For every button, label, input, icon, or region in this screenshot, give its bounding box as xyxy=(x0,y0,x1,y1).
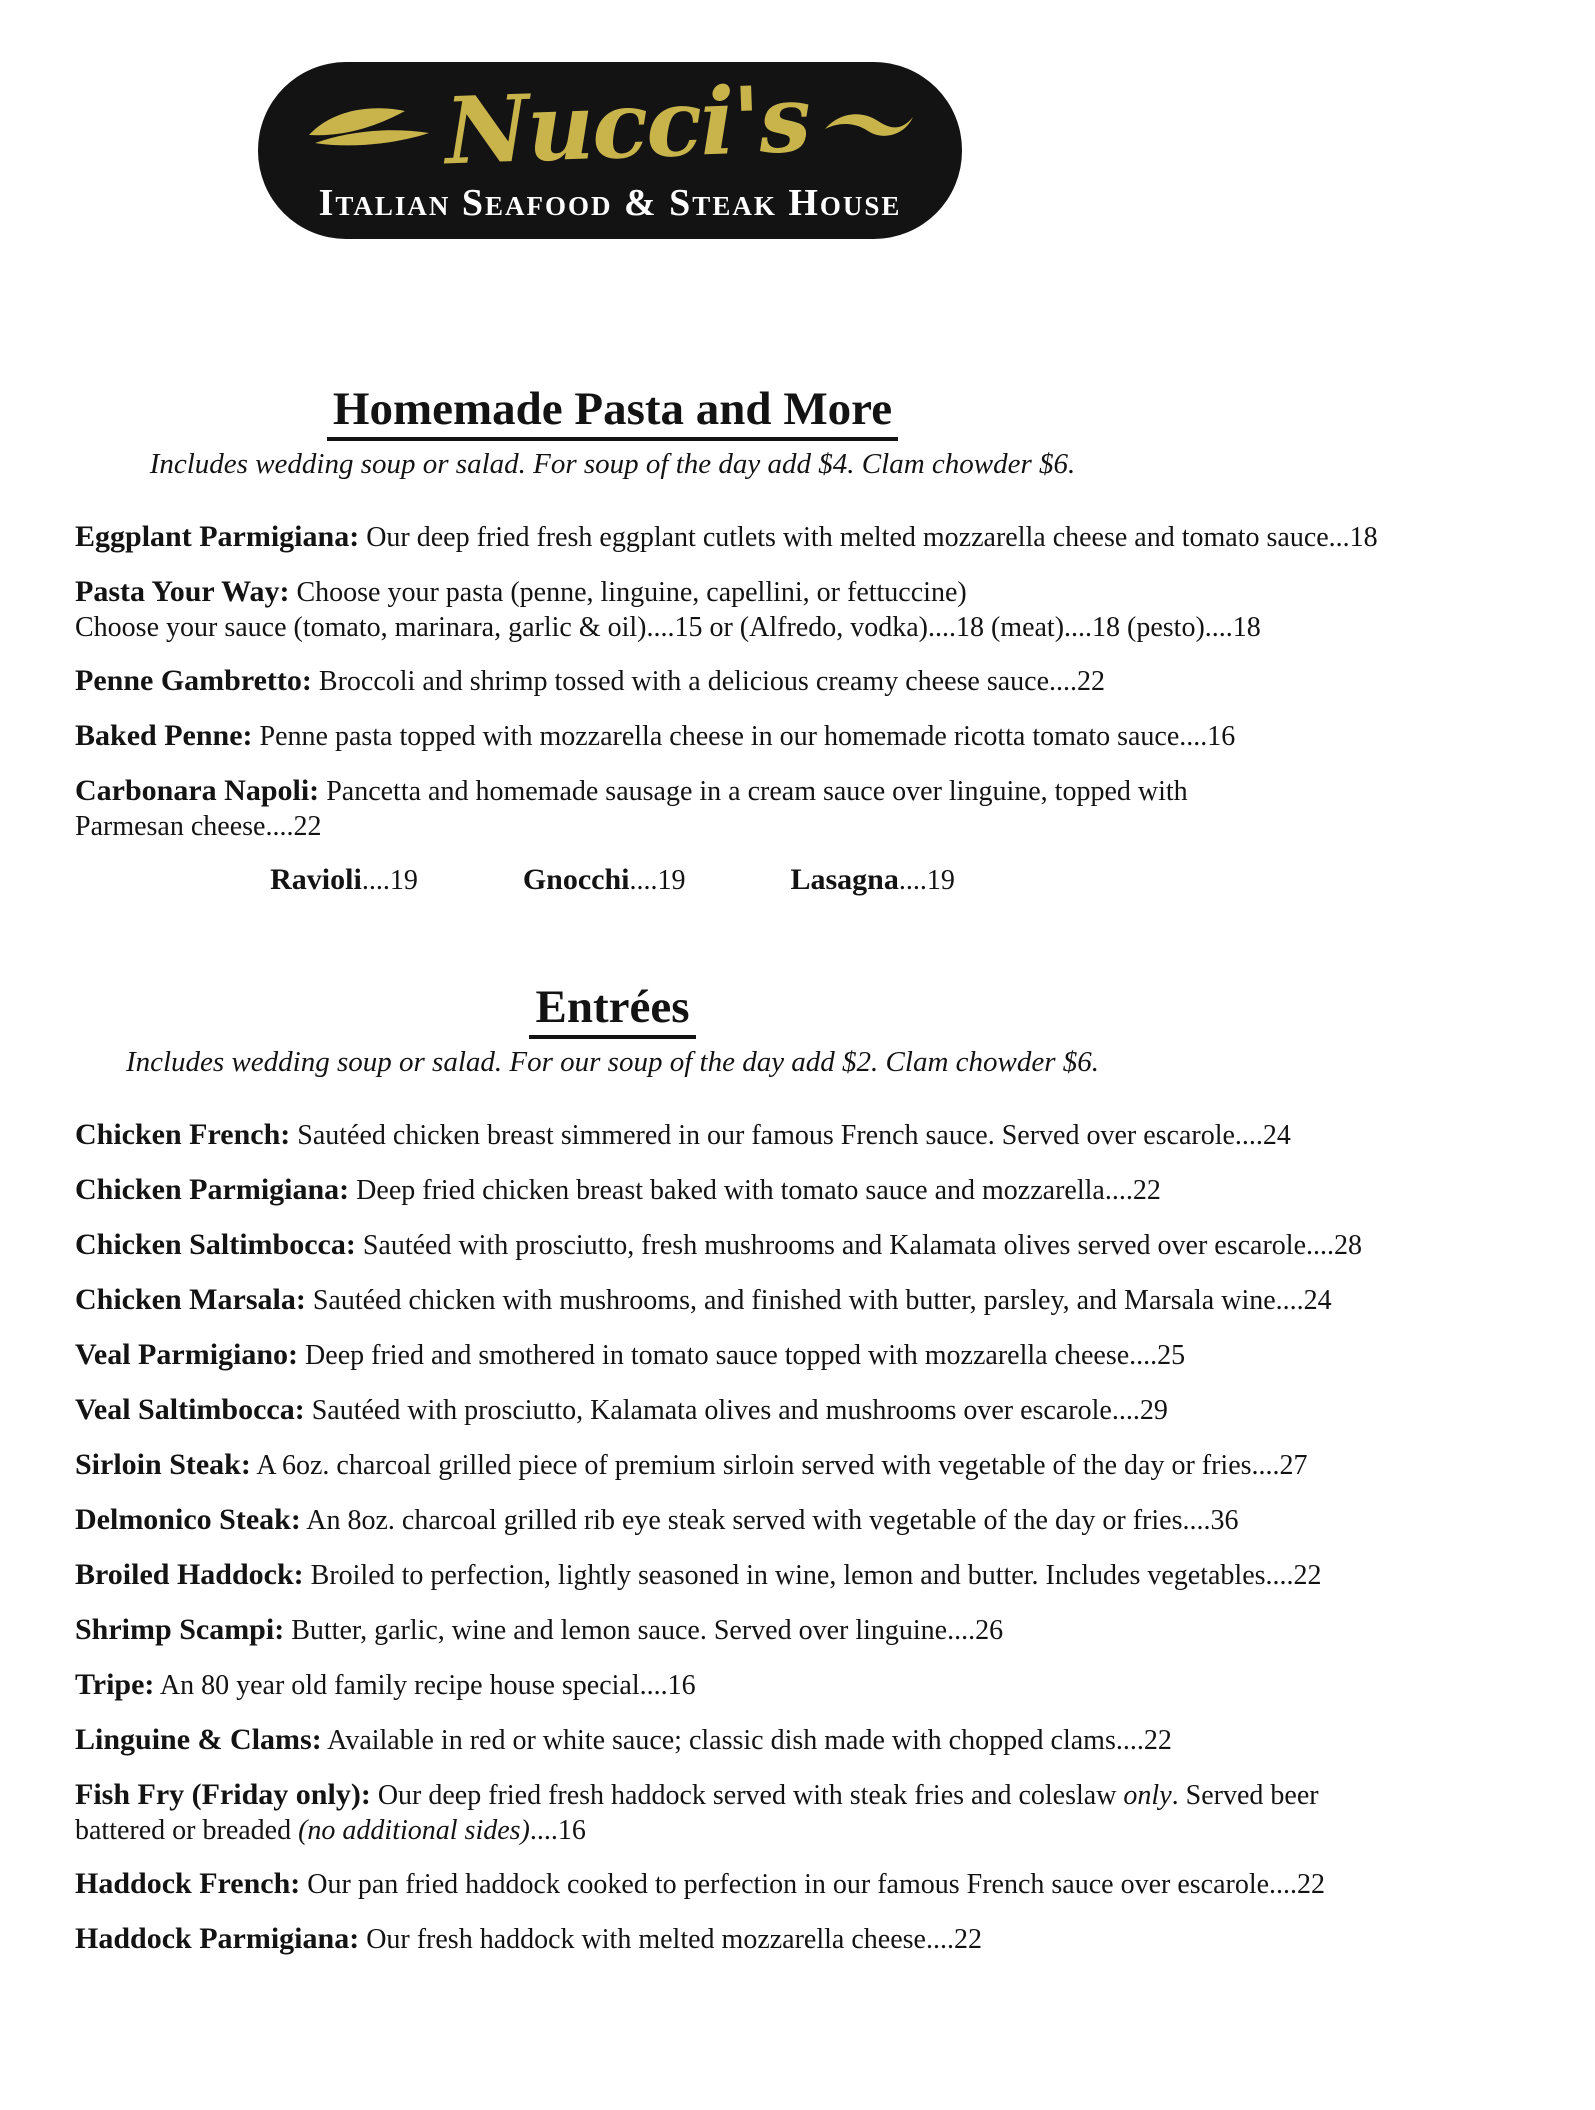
item-price: ....19 xyxy=(629,864,686,896)
simple-pasta-row xyxy=(75,863,1150,897)
section-subtitle-entrees: Includes wedding soup or salad. For our soup of the day add $2. Clam chowder $6. xyxy=(125,1045,1100,1078)
menu-item-pasta-your-way xyxy=(75,574,1261,645)
item-name: Linguine & Clams: xyxy=(75,1722,322,1756)
item-description: Deep fried and smothered in tomato sauce topped with mozzarella cheese....25 xyxy=(305,1339,1186,1371)
menu-item-delmonico-steak xyxy=(75,1502,1239,1538)
item-description: Deep fried chicken breast baked with tomato sauce and mozzarella....22 xyxy=(356,1174,1161,1206)
logo-name: Nucci's xyxy=(443,64,811,185)
item-description-line2: battered or breaded (no additional sides)....16 xyxy=(75,1814,586,1846)
item-name: Broiled Haddock: xyxy=(75,1557,304,1591)
item-description-line2: Parmesan cheese....22 xyxy=(75,811,322,843)
item-description: Sautéed with prosciutto, Kalamata olives and mushrooms over escarole....29 xyxy=(311,1394,1168,1426)
menu-item-linguine-clams xyxy=(75,1722,1172,1758)
section-entrees xyxy=(75,980,1362,1957)
item-price: ....19 xyxy=(361,864,418,896)
item-name: Shrimp Scampi: xyxy=(75,1612,285,1646)
item-name: Chicken Marsala: xyxy=(75,1282,306,1316)
item-name: Delmonico Steak: xyxy=(75,1502,301,1536)
menu-item-shrimp-scampi xyxy=(75,1612,1150,1648)
item-name: Chicken Parmigiana: xyxy=(75,1172,350,1206)
logo-script-row xyxy=(305,64,915,185)
item-description: A 6oz. charcoal grilled piece of premium sirloin served with vegetable of the day or fries....27 xyxy=(256,1449,1308,1481)
menu-item-baked-penne xyxy=(75,718,1236,754)
menu-item-veal-saltimbocca xyxy=(75,1392,1168,1428)
item-name: Haddock Parmigiana: xyxy=(75,1922,360,1956)
menu-item-chicken-marsala xyxy=(75,1282,1332,1318)
menu-item-eggplant-parmigiana xyxy=(75,519,1378,555)
restaurant-logo xyxy=(258,62,962,239)
menu-item-haddock-parmigiana xyxy=(75,1921,1150,1957)
menu-item-chicken-parmigiana xyxy=(75,1172,1161,1208)
item-price: ....19 xyxy=(898,864,955,896)
item-description: Butter, garlic, wine and lemon sauce. Served over linguine....26 xyxy=(291,1614,1004,1646)
item-name: Veal Saltimbocca: xyxy=(75,1392,305,1426)
item-name: Carbonara Napoli: xyxy=(75,774,320,808)
menu-item-sirloin-steak xyxy=(75,1447,1308,1483)
pasta-items xyxy=(75,519,1378,844)
item-description: Broccoli and shrimp tossed with a delicious creamy cheese sauce....22 xyxy=(318,666,1105,698)
menu-item-carbonara-napoli xyxy=(75,773,1188,844)
item-name: Chicken Saltimbocca: xyxy=(75,1227,356,1261)
item-name: Baked Penne: xyxy=(75,719,253,753)
item-name: Gnocchi xyxy=(522,862,630,896)
item-name: Ravioli xyxy=(270,862,362,896)
item-description: Sautéed with prosciutto, fresh mushrooms and Kalamata olives served over escarole....28 xyxy=(362,1229,1362,1261)
item-name: Tripe: xyxy=(75,1667,155,1701)
menu-item-ravioli xyxy=(270,863,418,897)
item-description: Our deep fried fresh eggplant cutlets with melted mozzarella cheese and tomato sauce...18 xyxy=(366,521,1378,553)
item-description: Penne pasta topped with mozzarella cheese in our homemade ricotta tomato sauce....16 xyxy=(259,721,1236,753)
item-name: Sirloin Steak: xyxy=(75,1447,251,1481)
item-description: Sautéed chicken with mushrooms, and finished with butter, parsley, and Marsala wine....24 xyxy=(312,1284,1332,1316)
menu-item-lasagna xyxy=(790,863,954,897)
item-description: An 8oz. charcoal grilled rib eye steak served with vegetable of the day or fries....36 xyxy=(306,1504,1239,1536)
wave-flourish-icon xyxy=(823,109,915,141)
item-description: Sautéed chicken breast simmered in our famous French sauce. Served over escarole....24 xyxy=(297,1119,1291,1151)
item-description: Our deep fried fresh haddock served with steak fries and coleslaw only. Served beer xyxy=(377,1779,1319,1811)
logo-tagline: Italian Seafood & Steak House xyxy=(318,182,902,224)
item-name: Pasta Your Way: xyxy=(75,574,290,608)
menu-item-chicken-french xyxy=(75,1117,1291,1153)
item-description: Available in red or white sauce; classic dish made with chopped clams....22 xyxy=(327,1724,1172,1756)
item-name: Veal Parmigiano: xyxy=(75,1337,299,1371)
menu-item-chicken-saltimbocca xyxy=(75,1227,1362,1263)
menu-item-tripe xyxy=(75,1667,1150,1703)
item-name: Penne Gambretto: xyxy=(75,664,312,698)
menu-item-veal-parmigiano xyxy=(75,1337,1186,1373)
item-description: Broiled to perfection, lightly seasoned in wine, lemon and butter. Includes vegetables....22 xyxy=(310,1559,1322,1591)
menu-item-fish-fry xyxy=(75,1777,1319,1848)
item-description: Our fresh haddock with melted mozzarella cheese....22 xyxy=(366,1924,982,1956)
menu-item-penne-gambretto xyxy=(75,663,1150,699)
item-description: Our pan fried haddock cooked to perfection in our famous French sauce over escarole....22 xyxy=(307,1869,1326,1901)
menu-item-broiled-haddock xyxy=(75,1557,1322,1593)
section-pasta xyxy=(75,383,1378,897)
item-name: Lasagna xyxy=(790,862,899,896)
item-name: Eggplant Parmigiana: xyxy=(75,519,360,553)
item-description: Pancetta and homemade sausage in a cream sauce over linguine, topped with xyxy=(326,776,1188,808)
menu-item-haddock-french xyxy=(75,1866,1326,1902)
menu-content xyxy=(75,383,1378,1957)
section-title-pasta: Homemade Pasta and More xyxy=(327,384,898,441)
item-description: Choose your pasta (penne, linguine, capellini, or fettuccine) xyxy=(296,576,967,608)
section-subtitle-pasta: Includes wedding soup or salad. For soup of the day add $4. Clam chowder $6. xyxy=(149,447,1076,480)
item-description: An 80 year old family recipe house special....16 xyxy=(159,1669,696,1701)
item-name: Fish Fry (Friday only): xyxy=(75,1777,371,1811)
item-name: Haddock French: xyxy=(75,1867,301,1901)
entrees-items xyxy=(75,1117,1362,1958)
item-name: Chicken French: xyxy=(75,1117,291,1151)
section-title-entrees: Entrées xyxy=(529,982,695,1039)
item-description-line2: Choose your sauce (tomato, marinara, garlic & oil)....15 or (Alfredo, vodka)....18 (meat)....18 (pesto)....18 xyxy=(75,611,1261,643)
menu-item-gnocchi xyxy=(523,863,686,897)
leaf-flourish-icon xyxy=(305,99,431,151)
